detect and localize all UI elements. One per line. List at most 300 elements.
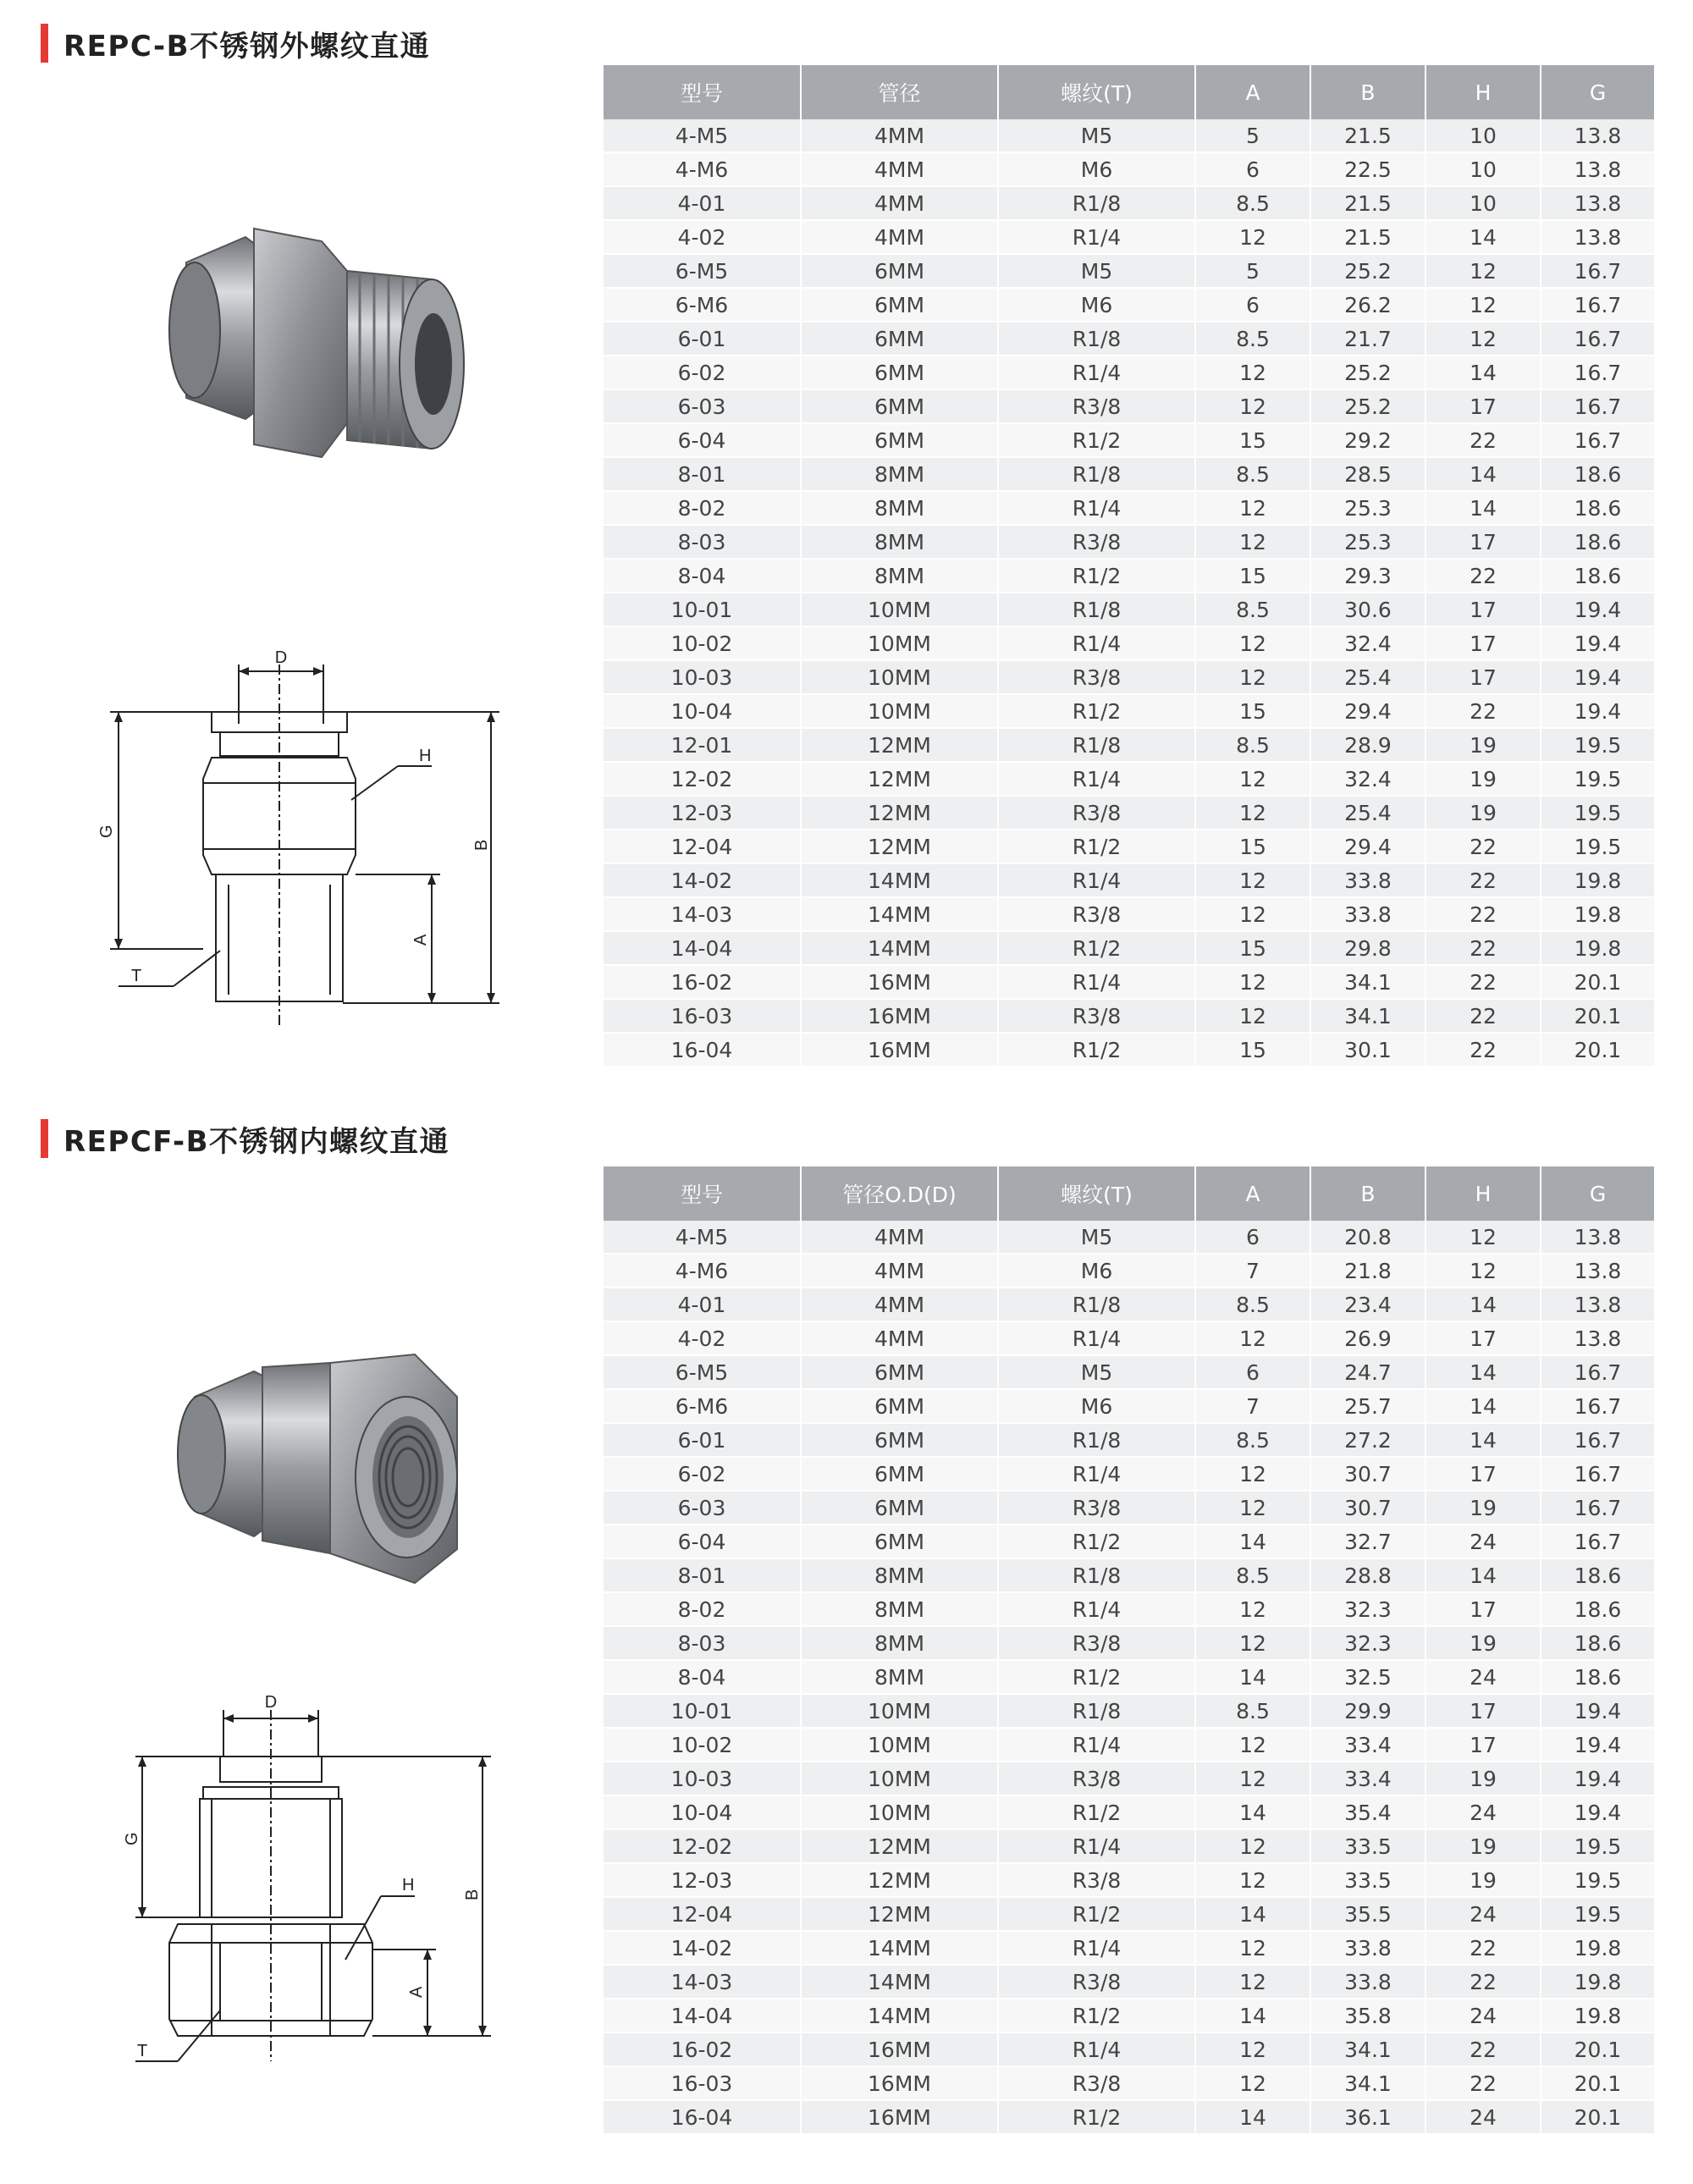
table-cell: 16.7 [1541, 1457, 1654, 1491]
column-header: 螺纹(T) [998, 1166, 1195, 1221]
table-cell: 8MM [801, 491, 998, 525]
table-cell: 14 [1426, 1423, 1541, 1457]
table-cell: 19.5 [1541, 830, 1654, 863]
table-row [604, 626, 1654, 660]
spec-table-repc-b [604, 65, 1654, 1067]
table-cell: 16-04 [604, 2100, 801, 2134]
table-cell: 10MM [801, 593, 998, 626]
table-cell: R1/2 [998, 1795, 1195, 1829]
table-cell: 6 [1195, 1355, 1310, 1389]
table-cell: 18.6 [1541, 525, 1654, 559]
table-cell: 20.1 [1541, 965, 1654, 999]
table-cell: 6MM [801, 389, 998, 423]
table-cell: R1/2 [998, 559, 1195, 593]
table-cell: R1/4 [998, 356, 1195, 389]
table-cell: 28.9 [1310, 728, 1426, 762]
table-cell: 19 [1426, 728, 1541, 762]
table-cell: 4MM [801, 220, 998, 254]
table-cell: 14-04 [604, 1999, 801, 2032]
table-cell: 8-01 [604, 457, 801, 491]
section-title-text: REPCF-B不锈钢内螺纹直通 [63, 1124, 449, 1159]
table-cell: 12 [1195, 356, 1310, 389]
table-cell: 19.8 [1541, 863, 1654, 897]
table-cell: 10-01 [604, 593, 801, 626]
table-cell: 19.4 [1541, 593, 1654, 626]
table-row [604, 322, 1654, 356]
table-cell: 17 [1426, 389, 1541, 423]
table-cell: 16-03 [604, 2066, 801, 2100]
table-cell: 10-02 [604, 1728, 801, 1762]
table-row [604, 897, 1654, 931]
table-cell: 7 [1195, 1389, 1310, 1423]
table-cell: 4MM [801, 152, 998, 186]
table-cell: 8.5 [1195, 457, 1310, 491]
table-row [604, 660, 1654, 694]
table-cell: R1/4 [998, 965, 1195, 999]
table-cell: M6 [998, 152, 1195, 186]
table-cell: 17 [1426, 1728, 1541, 1762]
table-row [604, 1288, 1654, 1321]
table-cell: R1/2 [998, 1999, 1195, 2032]
table-cell: 12 [1195, 1491, 1310, 1525]
table-cell: R1/2 [998, 1033, 1195, 1067]
table-cell: 4-M5 [604, 119, 801, 152]
table-cell: 12-02 [604, 1829, 801, 1863]
table-cell: 18.6 [1541, 491, 1654, 525]
table-cell: 20.1 [1541, 2100, 1654, 2134]
table-cell: 12MM [801, 762, 998, 796]
table-cell: 29.2 [1310, 423, 1426, 457]
table-cell: 12MM [801, 796, 998, 830]
table-row [604, 1965, 1654, 1999]
section-title-text: REPC-B不锈钢外螺纹直通 [63, 29, 431, 63]
table-cell: 17 [1426, 660, 1541, 694]
table-cell: 19 [1426, 1491, 1541, 1525]
dim-label-b: B [472, 839, 491, 851]
table-cell: 34.1 [1310, 2032, 1426, 2066]
table-cell: 20.8 [1310, 1221, 1426, 1254]
table-cell: 14-02 [604, 1931, 801, 1965]
table-row [604, 1389, 1654, 1423]
table-row [604, 186, 1654, 220]
table-cell: 15 [1195, 423, 1310, 457]
table-cell: 8.5 [1195, 1288, 1310, 1321]
table-cell: 20.1 [1541, 999, 1654, 1033]
table-cell: 14 [1195, 1795, 1310, 1829]
column-header: B [1310, 65, 1426, 119]
table-cell: 22 [1426, 423, 1541, 457]
table-cell: 13.8 [1541, 1221, 1654, 1254]
table-cell: 17 [1426, 1457, 1541, 1491]
table-cell: 4-02 [604, 220, 801, 254]
table-cell: 19.4 [1541, 1762, 1654, 1795]
table-cell: 18.6 [1541, 1558, 1654, 1592]
table-row [604, 457, 1654, 491]
table-cell: 14-03 [604, 897, 801, 931]
table-row [604, 423, 1654, 457]
table-cell: 14-02 [604, 863, 801, 897]
table-cell: 14 [1426, 1558, 1541, 1592]
table-cell: 10-03 [604, 660, 801, 694]
table-cell: 25.2 [1310, 356, 1426, 389]
table-row [604, 220, 1654, 254]
table-cell: R1/2 [998, 931, 1195, 965]
table-cell: 21.7 [1310, 322, 1426, 356]
table-cell: 24 [1426, 2100, 1541, 2134]
table-cell: 19.4 [1541, 626, 1654, 660]
table-cell: 24.7 [1310, 1355, 1426, 1389]
table-cell: M6 [998, 1389, 1195, 1423]
table-row [604, 1592, 1654, 1626]
table-cell: 15 [1195, 830, 1310, 863]
table-cell: 35.8 [1310, 1999, 1426, 2032]
table-cell: 8MM [801, 1660, 998, 1694]
table-row [604, 288, 1654, 322]
table-cell: 12MM [801, 830, 998, 863]
table-cell: R1/8 [998, 1288, 1195, 1321]
table-cell: 12 [1426, 1221, 1541, 1254]
section-title-repcf-b [41, 1117, 449, 1160]
table-cell: R1/4 [998, 1321, 1195, 1355]
table-cell: 14 [1195, 1999, 1310, 2032]
table-cell: R3/8 [998, 1491, 1195, 1525]
table-row [604, 863, 1654, 897]
table-cell: 36.1 [1310, 2100, 1426, 2134]
table-cell: 17 [1426, 1321, 1541, 1355]
table-row [604, 728, 1654, 762]
table-cell: M6 [998, 288, 1195, 322]
table-row [604, 389, 1654, 423]
dim-label-h: H [402, 1876, 415, 1894]
table-cell: 22 [1426, 863, 1541, 897]
table-cell: 24 [1426, 1795, 1541, 1829]
table-cell: R1/4 [998, 1592, 1195, 1626]
table-cell: 12 [1195, 2066, 1310, 2100]
table-cell: R1/4 [998, 2032, 1195, 2066]
table-cell: 16.7 [1541, 423, 1654, 457]
table-cell: 16.7 [1541, 288, 1654, 322]
table-cell: 17 [1426, 525, 1541, 559]
table-cell: 17 [1426, 593, 1541, 626]
table-row [604, 1829, 1654, 1863]
repcf-b-dimension-drawing [119, 1689, 525, 2070]
table-cell: R3/8 [998, 897, 1195, 931]
table-cell: 10 [1426, 152, 1541, 186]
table-cell: 12-03 [604, 1863, 801, 1897]
table-cell: R3/8 [998, 1762, 1195, 1795]
table-cell: 33.8 [1310, 1931, 1426, 1965]
table-cell: 33.8 [1310, 1965, 1426, 1999]
table-cell: 16.7 [1541, 1355, 1654, 1389]
table-cell: 33.8 [1310, 863, 1426, 897]
table-cell: 12-01 [604, 728, 801, 762]
table-cell: 33.5 [1310, 1829, 1426, 1863]
table-cell: 16.7 [1541, 356, 1654, 389]
table-cell: R1/8 [998, 1694, 1195, 1728]
table-cell: 18.6 [1541, 1660, 1654, 1694]
dim-label-a: A [407, 1986, 426, 1998]
table-cell: 8MM [801, 1592, 998, 1626]
table-row [604, 119, 1654, 152]
table-cell: 14MM [801, 897, 998, 931]
table-cell: 16.7 [1541, 1389, 1654, 1423]
table-cell: 22 [1426, 830, 1541, 863]
dim-label-t: T [131, 967, 142, 985]
table-cell: 12 [1195, 525, 1310, 559]
table-cell: 10-02 [604, 626, 801, 660]
table-cell: R3/8 [998, 525, 1195, 559]
table-cell: M5 [998, 1355, 1195, 1389]
table-cell: 25.3 [1310, 491, 1426, 525]
table-cell: 16-02 [604, 965, 801, 999]
table-cell: R1/8 [998, 728, 1195, 762]
table-row [604, 1660, 1654, 1694]
table-cell: 33.4 [1310, 1762, 1426, 1795]
table-cell: 19.8 [1541, 1999, 1654, 2032]
table-cell: 15 [1195, 559, 1310, 593]
table-row [604, 1931, 1654, 1965]
table-cell: 30.1 [1310, 1033, 1426, 1067]
table-row [604, 1795, 1654, 1829]
table-cell: 8-02 [604, 491, 801, 525]
dim-label-a: A [411, 934, 430, 946]
table-cell: 12-04 [604, 830, 801, 863]
table-row [604, 796, 1654, 830]
table-cell: M5 [998, 1221, 1195, 1254]
table-cell: 26.2 [1310, 288, 1426, 322]
table-cell: 16-02 [604, 2032, 801, 2066]
table-cell: 8.5 [1195, 186, 1310, 220]
table-cell: 19.4 [1541, 660, 1654, 694]
table-cell: 29.4 [1310, 694, 1426, 728]
table-cell: 12 [1195, 897, 1310, 931]
table-cell: 6-M6 [604, 288, 801, 322]
table-cell: 24 [1426, 1999, 1541, 2032]
table-cell: 4-02 [604, 1321, 801, 1355]
table-cell: 7 [1195, 1254, 1310, 1288]
table-cell: 34.1 [1310, 999, 1426, 1033]
table-cell: R1/4 [998, 863, 1195, 897]
table-cell: 8MM [801, 1558, 998, 1592]
table-cell: 10 [1426, 119, 1541, 152]
table-cell: 4MM [801, 186, 998, 220]
table-cell: 32.3 [1310, 1626, 1426, 1660]
table-cell: 19.5 [1541, 762, 1654, 796]
table-cell: 19.4 [1541, 694, 1654, 728]
table-cell: R1/2 [998, 423, 1195, 457]
table-cell: R1/4 [998, 762, 1195, 796]
table-cell: 12 [1426, 254, 1541, 288]
table-cell: 13.8 [1541, 186, 1654, 220]
table-cell: 8MM [801, 457, 998, 491]
table-cell: R3/8 [998, 389, 1195, 423]
column-header: B [1310, 1166, 1426, 1221]
table-cell: 19.4 [1541, 1728, 1654, 1762]
table-cell: R1/8 [998, 1423, 1195, 1457]
table-cell: R1/4 [998, 1931, 1195, 1965]
table-cell: 10MM [801, 1694, 998, 1728]
table-cell: 6 [1195, 1221, 1310, 1254]
table-cell: R1/2 [998, 1660, 1195, 1694]
table-cell: 6MM [801, 423, 998, 457]
table-cell: 6-M6 [604, 1389, 801, 1423]
table-row [604, 694, 1654, 728]
table-row [604, 1491, 1654, 1525]
table-row [604, 152, 1654, 186]
column-header: G [1541, 65, 1654, 119]
table-cell: 8.5 [1195, 1423, 1310, 1457]
table-cell: R1/2 [998, 1525, 1195, 1558]
table-cell: 12 [1195, 1728, 1310, 1762]
table-cell: 6-02 [604, 1457, 801, 1491]
table-cell: 19.8 [1541, 931, 1654, 965]
table-cell: 16.7 [1541, 254, 1654, 288]
table-cell: 6-04 [604, 1525, 801, 1558]
table-row [604, 525, 1654, 559]
column-header: H [1426, 65, 1541, 119]
table-cell: 6MM [801, 1491, 998, 1525]
table-row [604, 999, 1654, 1033]
table-cell: 6 [1195, 152, 1310, 186]
table-cell: M5 [998, 254, 1195, 288]
table-cell: 12 [1195, 1863, 1310, 1897]
table-cell: 16MM [801, 999, 998, 1033]
table-cell: 8-01 [604, 1558, 801, 1592]
table-cell: 24 [1426, 1525, 1541, 1558]
table-cell: R3/8 [998, 796, 1195, 830]
table-row [604, 762, 1654, 796]
table-cell: 32.4 [1310, 626, 1426, 660]
table-cell: 28.5 [1310, 457, 1426, 491]
table-cell: 8-03 [604, 525, 801, 559]
table-cell: R1/8 [998, 322, 1195, 356]
table-cell: 6MM [801, 254, 998, 288]
table-cell: 22 [1426, 897, 1541, 931]
table-cell: 4MM [801, 1221, 998, 1254]
table-cell: 6 [1195, 288, 1310, 322]
table-cell: 14 [1426, 1355, 1541, 1389]
table-cell: 12 [1195, 1457, 1310, 1491]
column-header: A [1195, 1166, 1310, 1221]
table-cell: 6-02 [604, 356, 801, 389]
table-cell: M6 [998, 1254, 1195, 1288]
table-row [604, 965, 1654, 999]
table-cell: 16.7 [1541, 1423, 1654, 1457]
table-cell: 21.5 [1310, 186, 1426, 220]
table-cell: R3/8 [998, 660, 1195, 694]
table-cell: 32.4 [1310, 762, 1426, 796]
table-row [604, 1999, 1654, 2032]
table-cell: 12 [1195, 1829, 1310, 1863]
table-cell: 22 [1426, 2032, 1541, 2066]
table-cell: 14MM [801, 1931, 998, 1965]
table-cell: R1/4 [998, 220, 1195, 254]
table-row [604, 356, 1654, 389]
table-cell: 14 [1195, 1660, 1310, 1694]
table-cell: 16MM [801, 2066, 998, 2100]
table-cell: 27.2 [1310, 1423, 1426, 1457]
table-cell: 28.8 [1310, 1558, 1426, 1592]
table-cell: 24 [1426, 1897, 1541, 1931]
table-row [604, 1033, 1654, 1067]
table-cell: 5 [1195, 119, 1310, 152]
table-header-row [604, 65, 1654, 119]
table-cell: 8-02 [604, 1592, 801, 1626]
table-cell: 12MM [801, 1897, 998, 1931]
table-cell: 14 [1195, 1525, 1310, 1558]
table-cell: 12MM [801, 1829, 998, 1863]
table-cell: 4MM [801, 119, 998, 152]
table-row [604, 2100, 1654, 2134]
table-cell: 12 [1195, 1626, 1310, 1660]
table-cell: 19 [1426, 1863, 1541, 1897]
table-cell: 22 [1426, 694, 1541, 728]
table-row [604, 1626, 1654, 1660]
table-row [604, 1457, 1654, 1491]
table-cell: 26.9 [1310, 1321, 1426, 1355]
column-header: 型号 [604, 1166, 801, 1221]
table-cell: 10MM [801, 626, 998, 660]
table-cell: 25.2 [1310, 389, 1426, 423]
table-cell: 6MM [801, 1525, 998, 1558]
table-cell: 25.2 [1310, 254, 1426, 288]
dim-label-b: B [463, 1889, 482, 1900]
table-cell: 19.8 [1541, 897, 1654, 931]
table-cell: 8.5 [1195, 728, 1310, 762]
table-cell: 12-03 [604, 796, 801, 830]
table-cell: 30.7 [1310, 1457, 1426, 1491]
table-row [604, 1321, 1654, 1355]
column-header: 管径 [801, 65, 998, 119]
table-cell: 35.5 [1310, 1897, 1426, 1931]
table-cell: 15 [1195, 1033, 1310, 1067]
table-cell: 16MM [801, 2032, 998, 2066]
table-cell: 34.1 [1310, 2066, 1426, 2100]
table-cell: 8MM [801, 525, 998, 559]
table-cell: 16-03 [604, 999, 801, 1033]
table-cell: 19 [1426, 796, 1541, 830]
table-row [604, 830, 1654, 863]
table-cell: 19.5 [1541, 1863, 1654, 1897]
table-cell: 16.7 [1541, 322, 1654, 356]
table-cell: 19 [1426, 762, 1541, 796]
repcf-b-fitting-photo-icon [161, 1329, 516, 1600]
table-cell: 10-04 [604, 1795, 801, 1829]
table-cell: 12 [1195, 1762, 1310, 1795]
table-cell: 29.9 [1310, 1694, 1426, 1728]
table-cell: 25.4 [1310, 796, 1426, 830]
table-cell: R1/4 [998, 1728, 1195, 1762]
table-cell: 8-03 [604, 1626, 801, 1660]
table-row [604, 491, 1654, 525]
table-cell: 6-01 [604, 322, 801, 356]
table-cell: 4MM [801, 1254, 998, 1288]
table-cell: 22 [1426, 2066, 1541, 2100]
column-header: G [1541, 1166, 1654, 1221]
table-cell: 12 [1195, 389, 1310, 423]
table-cell: 10 [1426, 186, 1541, 220]
table-cell: 12MM [801, 1863, 998, 1897]
table-cell: 8MM [801, 559, 998, 593]
table-cell: 10-04 [604, 694, 801, 728]
table-cell: 14 [1426, 1288, 1541, 1321]
table-cell: 6-01 [604, 1423, 801, 1457]
table-cell: 12 [1195, 1321, 1310, 1355]
table-cell: 21.8 [1310, 1254, 1426, 1288]
table-cell: 16MM [801, 2100, 998, 2134]
table-cell: 12 [1426, 288, 1541, 322]
table-cell: 25.7 [1310, 1389, 1426, 1423]
